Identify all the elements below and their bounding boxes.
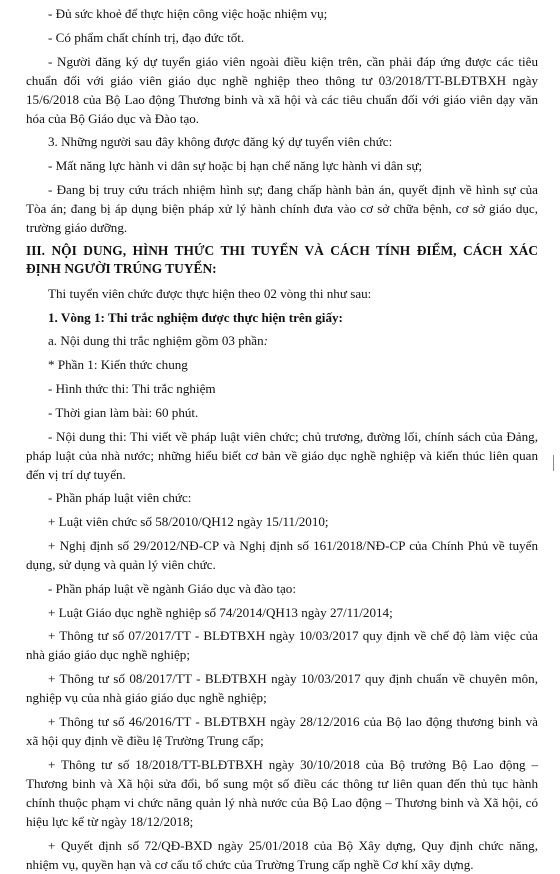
- paragraph-civil-capacity: - Mất năng lực hành vi dân sự hoặc bị hạn chế năng lực hành vi dân sự;: [48, 158, 423, 174]
- content-a-text: a. Nội dung thi trắc nghiệm gồm 03 phần: [48, 333, 264, 349]
- paragraph-civil-servant-law: - Phần pháp luật viên chức:: [48, 490, 192, 506]
- paragraph-law-74: + Luật Giáo dục nghề nghiệp số 74/2014/QH13 ngày 27/11/2014;: [48, 604, 393, 620]
- content-a-colon: :: [263, 333, 269, 349]
- paragraph-exam-form: - Hình thức thi: Thi trắc nghiệm: [48, 380, 216, 396]
- paragraph-section-3: 3. Những người sau đây không được đăng ký dự tuyển viên chức:: [48, 134, 393, 150]
- round-1-heading-text: 1. Vòng 1: Thi trắc nghiệm được thực hiện trên giấy:: [48, 309, 343, 325]
- paragraph-health: - Đủ sức khoẻ để thực hiện công việc hoặc nhiệm vụ;: [48, 6, 328, 21]
- paragraph-exam-content: - Nội dung thi: Thi viết về pháp luật viên chức; chủ trương, đường lối, chính sách của Đảng, pháp luật của nhà nước; những hiểu biết cơ bản về giáo dục nghề nghiệp và kiến thúc liên quan đến vị trí dự tuyển.: [26, 428, 538, 482]
- paragraph-ethics: - Có phẩm chất chính trị, đạo đức tốt.: [48, 29, 245, 45]
- paragraph-content-a: [26, 331, 538, 350]
- paragraph-exam-rounds: Thi tuyển viên chức được thực hiện theo 02 vòng thi như sau:: [48, 285, 372, 301]
- paragraph-criminal: - Đang bị truy cứu trách nhiệm hình sự; đang chấp hành bản án, quyết định về hình sự của Tòa án; đang bị áp dụng biện pháp xử lý hành chính đưa vào cơ sở chữa bệnh, cơ sở giáo dục, trường giáo dưỡng.: [26, 181, 538, 235]
- round-1-heading: [26, 308, 538, 327]
- paragraph-circular-46: + Thông tư số 46/2016/TT - BLĐTBXH ngày 28/12/2016 của Bộ lao động thương binh và xã hội quy định về điều lệ Trường Trung cấp;: [26, 713, 538, 748]
- paragraph-circular-07: + Thông tư số 07/2017/TT - BLĐTBXH ngày 10/03/2017 quy định về chế độ làm việc của nhà giáo giáo dục nghề nghiệp;: [26, 628, 538, 663]
- section-heading-iii: III. NỘI DUNG, HÌNH THỨC THI TUYỂN VÀ CÁCH TÍNH ĐIỂM, CÁCH XÁC ĐỊNH NGƯỜI TRÚNG TUYỂN:: [26, 242, 538, 276]
- scan-mark: [553, 455, 554, 471]
- paragraph-teacher-standards: - Người đăng ký dự tuyển giáo viên ngoài điều kiện trên, cần phải đáp ứng được các tiêu chuẩn đối với giáo viên giáo dục nghề nghiệp theo thông tư 03/2018/TT-BLĐTBXH ngày 15/6/2018 của Bộ Lao động Thương binh và xã hội và các tiêu chuẩn đối với giáo viên dạy văn hóa của Bộ Giáo dục và Đào tạo.: [26, 53, 538, 126]
- paragraph-circular-08: + Thông tư số 08/2017/TT - BLĐTBXH ngày 10/03/2017 quy định chuẩn về chuyên môn, nghiệp vụ của nhà giáo giáo dục nghề nghiệp;: [26, 671, 538, 706]
- paragraph-decree-29: + Nghị định số 29/2012/NĐ-CP và Nghị định số 161/2018/NĐ-CP của Chính Phủ về tuyển dụng, sử dụng và quản lý viên chức.: [26, 537, 538, 572]
- paragraph-circular-18: + Thông tư số 18/2018/TT-BLĐTBXH ngày 30/10/2018 của Bộ trưởng Bộ Lao động – Thương binh và Xã hội sửa đổi, bổ sung một số điều các thông tư liên quan đến thủ tục hành chính thuộc phạm vi chức năng quản lý nhà nước của Bộ Lao động – Thương binh và Xã hội, có hiệu lực kể từ ngày 18/12/2018;: [26, 756, 538, 829]
- paragraph-part-1: * Phần 1: Kiến thức chung: [48, 357, 188, 373]
- paragraph-law-58: + Luật viên chức số 58/2010/QH12 ngày 15/11/2010;: [48, 514, 329, 530]
- paragraph-decision-72: + Quyết định số 72/QĐ-BXD ngày 25/01/2018 của Bộ Xây dựng, Quy định chức năng, nhiệm vụ, quyền hạn và cơ cấu tổ chức của Trường Trung cấp nghề Cơ khí xây dựng.: [26, 837, 538, 872]
- paragraph-exam-time: - Thời gian làm bài: 60 phút.: [48, 404, 199, 420]
- paragraph-education-law: - Phần pháp luật về ngành Giáo dục và đào tạo:: [48, 580, 296, 596]
